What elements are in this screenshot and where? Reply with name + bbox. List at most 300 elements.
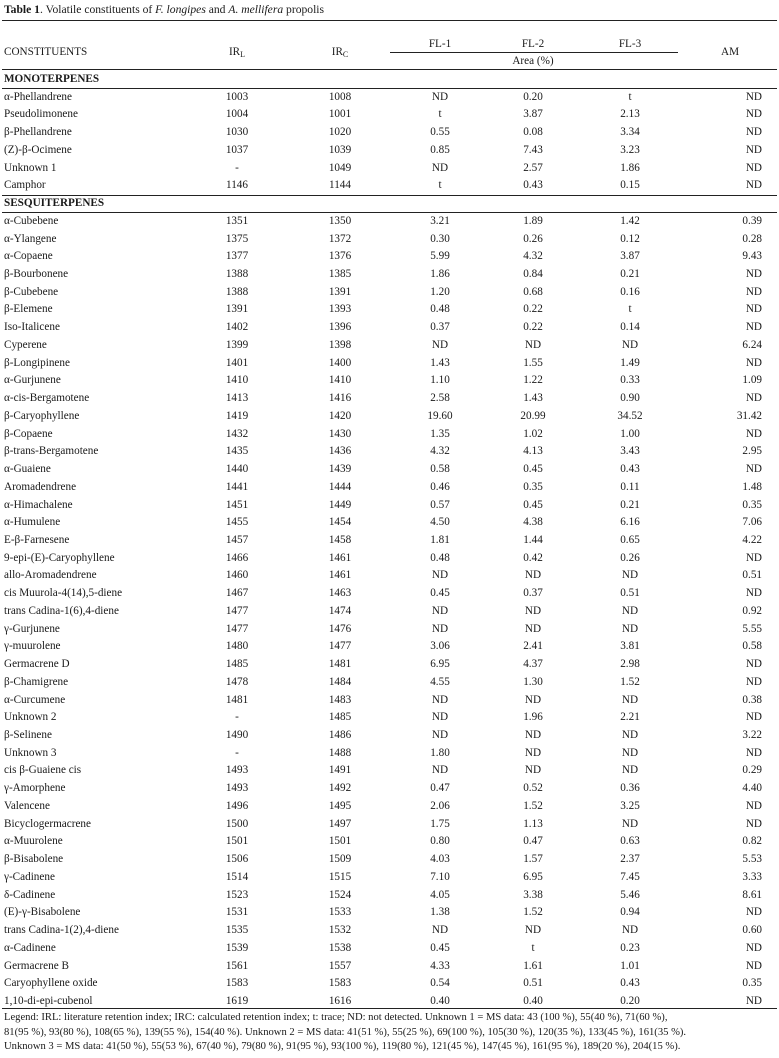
cell-irl: 1391 [225, 303, 249, 316]
cell-fl1: t [438, 108, 442, 121]
constituent-name: trans Cadina-1(2),4-diene [4, 924, 119, 937]
cell-irl: 1419 [225, 409, 249, 422]
constituent-name: α-Copaene [4, 250, 53, 263]
cell-fl3: 2.98 [620, 658, 640, 671]
cell-fl1: 4.32 [430, 445, 450, 458]
cell-irl: 1501 [225, 835, 249, 848]
cell-fl3: ND [621, 338, 639, 351]
cell-irc: 1497 [328, 817, 352, 830]
constituent-name: α-Phellandrene [4, 90, 72, 103]
constituent-name: α-Guaiene [4, 463, 51, 476]
cell-fl1: 0.48 [430, 303, 450, 316]
constituent-name: β-Caryophyllene [4, 409, 80, 422]
constituent-name: α-Muurolene [4, 835, 63, 848]
cell-irl: 1435 [225, 445, 249, 458]
cell-fl1: ND [431, 604, 449, 617]
cell-fl2: ND [524, 604, 542, 617]
constituent-name: β-Chamigrene [4, 675, 69, 688]
cell-fl3: 2.21 [620, 711, 640, 724]
cell-fl1: ND [431, 693, 449, 706]
cell-irc: 1436 [328, 445, 352, 458]
cell-fl2: 0.35 [523, 480, 543, 493]
constituent-name: β-Cubebene [4, 285, 59, 298]
cell-am: ND [745, 321, 762, 334]
cell-irc: 1039 [328, 143, 352, 156]
cell-irl: 1481 [225, 693, 249, 706]
cell-irl: 1466 [225, 551, 249, 564]
cell-fl3: t [628, 303, 632, 316]
cell-irl: 1619 [225, 994, 249, 1007]
cell-fl1: ND [431, 711, 449, 724]
cell-fl2: 0.26 [523, 232, 543, 245]
cell-am: 2.95 [742, 445, 762, 458]
cell-irl: 1410 [225, 374, 249, 387]
constituent-name: Caryophyllene oxide [4, 977, 98, 990]
cell-fl1: 0.40 [430, 994, 450, 1007]
cell-irc: 1376 [328, 250, 352, 263]
cell-am: ND [745, 941, 762, 954]
cell-fl3: ND [621, 746, 639, 759]
header-bottom-rule [2, 69, 777, 70]
cell-fl1: 2.06 [430, 799, 450, 812]
cell-am: 0.39 [742, 214, 762, 227]
cell-am: 0.60 [742, 924, 762, 937]
cell-fl1: ND [431, 161, 449, 174]
legend-line: 81(95 %), 93(80 %), 108(65 %), 139(55 %), 154(40 %). Unknown 2 = MS data: 41(51 %), 55(25 %), 69(100 %), 105(30 %), 120(35 %), 133(45 %), 161(35 %). [4, 1026, 687, 1038]
constituent-name: α-Cadinene [4, 941, 56, 954]
cell-irl: 1375 [225, 232, 249, 245]
cell-am: ND [745, 126, 762, 139]
cell-irc: 1491 [328, 764, 352, 777]
cell-am: ND [745, 711, 762, 724]
cell-fl2: 2.41 [523, 640, 543, 653]
cell-irl: 1351 [225, 214, 249, 227]
cell-irl: 1440 [225, 463, 249, 476]
cell-fl3: 3.25 [620, 799, 640, 812]
cell-am: 0.35 [742, 498, 762, 511]
cell-fl3: 1.00 [620, 427, 640, 440]
cell-fl2: 0.84 [523, 268, 543, 281]
cell-irc: 1463 [328, 587, 352, 600]
cell-irc: 1481 [328, 658, 352, 671]
cell-irl: 1388 [225, 268, 249, 281]
cell-am: ND [745, 143, 762, 156]
cell-fl1: 0.45 [430, 941, 450, 954]
cell-fl3: 5.46 [620, 888, 640, 901]
cell-irc: 1396 [328, 321, 352, 334]
cell-fl2: 2.57 [523, 161, 543, 174]
cell-am: 9.43 [742, 250, 762, 263]
cell-irl: 1506 [225, 853, 249, 866]
cell-fl2: 0.68 [523, 285, 543, 298]
cell-fl2: 1.55 [523, 356, 543, 369]
cell-irc: 1515 [328, 870, 352, 883]
cell-irl: 1490 [225, 729, 249, 741]
cell-fl1: 0.57 [430, 498, 450, 511]
cell-irc: 1509 [328, 853, 352, 866]
cell-am: ND [745, 906, 762, 919]
cell-fl1: 0.30 [430, 232, 450, 245]
cell-fl2: 1.13 [523, 817, 543, 830]
cell-irl: 1402 [225, 321, 249, 334]
cell-fl3: 0.12 [620, 232, 640, 245]
cell-irl: 1401 [225, 356, 249, 369]
cell-fl3: ND [621, 693, 639, 706]
cell-fl3: 3.81 [620, 640, 640, 653]
cell-irc: 1420 [328, 409, 352, 422]
cell-am: 0.29 [742, 764, 762, 777]
cell-fl2: 0.22 [523, 303, 543, 316]
constituent-name: γ-Gurjunene [4, 622, 60, 635]
cell-fl2: 3.38 [523, 888, 543, 901]
cell-fl2: 20.99 [520, 409, 546, 422]
cell-am: 31.42 [736, 409, 762, 422]
cell-fl1: 4.55 [430, 675, 450, 688]
cell-irl: 1493 [225, 764, 249, 777]
cell-irl: 1451 [225, 498, 249, 511]
species-name: F. longipes [155, 3, 206, 16]
cell-am: ND [745, 675, 762, 688]
constituent-name: β-Elemene [4, 303, 53, 316]
cell-am: 5.53 [742, 853, 762, 866]
cell-fl2: 1.44 [523, 533, 543, 546]
constituent-name: γ-muurolene [4, 640, 61, 653]
cell-fl1: 19.60 [427, 409, 453, 422]
cell-fl3: 0.43 [620, 977, 640, 990]
cell-fl2: 0.20 [523, 90, 543, 103]
cell-fl2: ND [524, 622, 542, 635]
cell-fl1: 1.80 [430, 746, 450, 759]
constituent-name: α-cis-Bergamotene [4, 392, 90, 405]
cell-am: 3.33 [742, 870, 762, 883]
cell-am: 8.61 [742, 888, 762, 901]
constituent-name: δ-Cadinene [4, 888, 56, 901]
cell-fl2: 1.43 [523, 392, 543, 405]
cell-am: ND [745, 799, 762, 812]
cell-fl2: 4.37 [523, 658, 543, 671]
cell-irc: 1461 [328, 551, 352, 564]
cell-fl3: 0.94 [620, 906, 640, 919]
cell-fl1: ND [431, 569, 449, 582]
cell-fl1: 4.50 [430, 516, 450, 529]
cell-am: 0.82 [742, 835, 762, 848]
cell-fl2: ND [524, 924, 542, 937]
cell-irc: 1533 [328, 906, 352, 919]
cell-irl: 1477 [225, 622, 249, 635]
constituent-name: β-Longipinene [4, 356, 70, 369]
constituent-name: trans Cadina-1(6),4-diene [4, 604, 119, 617]
cell-irc: 1001 [328, 108, 352, 121]
cell-fl1: 4.05 [430, 888, 450, 901]
cell-fl1: ND [431, 90, 449, 103]
cell-irl: - [235, 746, 239, 759]
cell-am: ND [745, 463, 762, 476]
caption-text: propolis [283, 3, 325, 16]
constituent-name: cis Muurola-4(14),5-diene [4, 587, 123, 600]
cell-am: 4.22 [742, 533, 762, 546]
header-fl2: FL-2 [521, 38, 545, 50]
cell-fl2: 0.42 [523, 551, 543, 564]
section-heading: SESQUITERPENES [4, 197, 105, 210]
cell-fl1: 1.43 [430, 356, 450, 369]
cell-fl2: 4.32 [523, 250, 543, 263]
cell-fl1: 1.81 [430, 533, 450, 546]
cell-irc: 1458 [328, 533, 352, 546]
cell-fl3: ND [621, 924, 639, 937]
cell-fl3: 0.36 [620, 782, 640, 795]
caption-text: . Volatile constituents of [39, 3, 156, 16]
cell-irl: 1003 [225, 90, 249, 103]
cell-fl2: t [531, 941, 535, 954]
constituent-name: Valencene [4, 799, 50, 812]
species-name: A. mellifera [228, 3, 284, 16]
constituent-name: Bicyclogermacrene [4, 817, 91, 830]
header-irl-sub: L [240, 50, 246, 59]
cell-irc: 1430 [328, 427, 352, 440]
cell-fl2: ND [524, 338, 542, 351]
cell-am: ND [745, 285, 762, 298]
constituent-name: α-Ylangene [4, 232, 57, 245]
cell-fl3: ND [621, 729, 639, 741]
cell-fl3: 1.52 [620, 675, 640, 688]
cell-am: ND [745, 268, 762, 281]
cell-fl2: 6.95 [523, 870, 543, 883]
cell-fl3: 0.51 [620, 587, 640, 600]
cell-am: ND [745, 108, 762, 121]
cell-fl3: 3.87 [620, 250, 640, 263]
cell-fl2: ND [524, 764, 542, 777]
cell-fl2: 0.40 [523, 994, 543, 1007]
cell-fl2: 0.52 [523, 782, 543, 795]
cell-irc: 1484 [328, 675, 352, 688]
cell-am: 0.38 [742, 693, 762, 706]
cell-fl1: 0.45 [430, 587, 450, 600]
constituent-name: 1,10-di-epi-cubenol [4, 994, 93, 1007]
cell-fl2: 1.61 [523, 959, 543, 972]
cell-irc: 1524 [328, 888, 352, 901]
constituent-name: Germacrene D [4, 658, 70, 671]
constituent-name: α-Cubebene [4, 214, 59, 227]
cell-irl: 1539 [225, 941, 249, 954]
cell-am: 0.28 [742, 232, 762, 245]
cell-fl2: 1.89 [523, 214, 543, 227]
cell-fl3: 0.14 [620, 321, 640, 334]
cell-fl2: 0.45 [523, 498, 543, 511]
cell-irc: 1049 [328, 161, 352, 174]
cell-fl2: ND [524, 729, 542, 741]
section-heading: MONOTERPENES [4, 73, 100, 85]
cell-fl3: 3.23 [620, 143, 640, 156]
cell-irc: 1391 [328, 285, 352, 298]
cell-irc: 1538 [328, 941, 352, 954]
cell-irl: 1457 [225, 533, 249, 546]
cell-fl1: 0.80 [430, 835, 450, 848]
cell-irc: 1020 [328, 126, 352, 139]
cell-fl2: 1.22 [523, 374, 543, 387]
cell-fl1: ND [431, 622, 449, 635]
cell-irl: 1388 [225, 285, 249, 298]
constituent-name: β-Selinene [4, 729, 52, 741]
cell-irl: 1500 [225, 817, 249, 830]
cell-fl3: 0.15 [620, 179, 640, 192]
caption-text: and [205, 3, 229, 16]
cell-irl: 1455 [225, 516, 249, 529]
constituent-name: Unknown 2 [4, 711, 57, 724]
section-rule [2, 195, 777, 196]
cell-am: ND [745, 746, 762, 759]
cell-fl2: 0.43 [523, 179, 543, 192]
constituent-name: γ-Amorphene [4, 782, 66, 795]
cell-irl: 1493 [225, 782, 249, 795]
cell-fl3: 0.21 [620, 498, 640, 511]
cell-am: ND [745, 392, 762, 405]
cell-am: ND [745, 817, 762, 830]
constituent-name: Germacrene B [4, 959, 69, 972]
cell-am: ND [745, 551, 762, 564]
constituent-name: β-Phellandrene [4, 126, 72, 139]
cell-irc: 1461 [328, 569, 352, 582]
cell-fl2: 0.45 [523, 463, 543, 476]
constituent-name: cis β-Guaiene cis [4, 764, 82, 777]
cell-fl3: 34.52 [617, 409, 643, 422]
cell-fl1: 5.99 [430, 250, 450, 263]
cell-irl: 1030 [225, 126, 249, 139]
cell-fl2: 4.38 [523, 516, 543, 529]
cell-irc: 1398 [328, 338, 352, 351]
cell-fl1: 0.48 [430, 551, 450, 564]
constituent-name: α-Curcumene [4, 693, 66, 706]
cell-irl: 1004 [225, 108, 249, 121]
cell-irl: 1037 [225, 143, 249, 156]
cell-irc: 1616 [328, 994, 352, 1007]
cell-fl3: 3.34 [620, 126, 640, 139]
cell-fl3: 6.16 [620, 516, 640, 529]
cell-fl2: 0.51 [523, 977, 543, 990]
cell-fl2: 1.57 [523, 853, 543, 866]
cell-irc: 1495 [328, 799, 352, 812]
cell-fl1: 0.37 [430, 321, 450, 334]
cell-irl: 1146 [226, 179, 248, 192]
cell-fl3: 0.23 [620, 941, 640, 954]
cell-irl: 1467 [225, 587, 249, 600]
cell-fl2: 0.08 [523, 126, 543, 139]
cell-irc: 1501 [328, 835, 352, 848]
cell-am: ND [745, 587, 762, 600]
cell-am: 1.09 [742, 374, 762, 387]
cell-am: 3.22 [742, 729, 762, 741]
cell-irl: 1477 [225, 604, 249, 617]
constituent-name: Iso-Italicene [4, 321, 60, 334]
cell-am: 0.92 [742, 604, 762, 617]
cell-fl1: 1.20 [430, 285, 450, 298]
cell-irc: 1372 [328, 232, 352, 245]
cell-fl2: ND [524, 569, 542, 582]
cell-fl1: 3.21 [430, 214, 450, 227]
cell-fl3: ND [621, 604, 639, 617]
cell-irl: 1485 [225, 658, 249, 671]
cell-irl: 1514 [225, 870, 249, 883]
cell-fl1: 3.06 [430, 640, 450, 653]
cell-fl3: 0.90 [620, 392, 640, 405]
constituent-name: β-Bourbonene [4, 268, 69, 281]
header-area: Area (%) [512, 55, 554, 67]
table-legend [4, 1011, 775, 1055]
cell-irl: 1523 [225, 888, 249, 901]
cell-fl3: 0.16 [620, 285, 640, 298]
cell-fl1: 0.55 [430, 126, 450, 139]
cell-fl3: 1.86 [620, 161, 640, 174]
cell-fl1: 7.10 [430, 870, 450, 883]
cell-irl: 1478 [225, 675, 249, 688]
cell-irc: 1144 [329, 179, 351, 192]
constituent-name: (Z)-β-Ocimene [4, 143, 72, 156]
cell-irl: 1377 [225, 250, 249, 263]
cell-fl2: 0.22 [523, 321, 543, 334]
cell-irc: 1488 [328, 746, 352, 759]
cell-irc: 1583 [328, 977, 352, 990]
cell-fl3: 0.11 [620, 480, 640, 493]
cell-am: ND [745, 427, 762, 440]
cell-am: 0.35 [742, 977, 762, 990]
cell-irc: 1449 [328, 498, 352, 511]
cell-fl1: 4.03 [430, 853, 450, 866]
cell-am: ND [745, 356, 762, 369]
cell-irc: 1008 [328, 90, 352, 103]
cell-fl1: ND [431, 338, 449, 351]
cell-fl3: 0.26 [620, 551, 640, 564]
cell-irc: 1492 [328, 782, 352, 795]
cell-irc: 1454 [328, 516, 352, 529]
cell-irl: 1496 [225, 799, 249, 812]
header-constituents: CONSTITUENTS [4, 46, 88, 58]
cell-fl2: 1.52 [523, 906, 543, 919]
cell-fl3: 7.45 [620, 870, 640, 883]
cell-irl: 1432 [225, 427, 249, 440]
legend-line: Legend: IRL: literature retention index; IRC: calculated retention index; t: trace; ND: not detected. Unknown 1 = MS data: 43 (100 %), 55(40 %), 71(60 %), [4, 1012, 668, 1023]
constituent-name: Unknown 1 [4, 161, 57, 174]
cell-am: ND [745, 658, 762, 671]
cell-fl3: t [628, 90, 632, 103]
cell-am: 0.58 [742, 640, 762, 653]
cell-fl3: 0.33 [620, 374, 640, 387]
area-header-rule [390, 52, 678, 53]
table-caption [4, 3, 324, 17]
cell-fl1: 0.47 [430, 782, 450, 795]
cell-fl3: 0.65 [620, 533, 640, 546]
cell-fl3: 1.42 [620, 214, 640, 227]
cell-irl: 1535 [225, 924, 249, 937]
cell-fl1: 1.75 [430, 817, 450, 830]
cell-am: ND [745, 90, 762, 103]
cell-fl3: 2.37 [620, 853, 640, 866]
cell-irc: 1439 [328, 463, 352, 476]
cell-irl: - [235, 711, 239, 724]
header-fl1: FL-1 [428, 38, 452, 50]
cell-am: 0.51 [742, 569, 762, 582]
cell-am: ND [745, 994, 762, 1007]
cell-am: ND [745, 179, 762, 192]
cell-fl2: 0.37 [523, 587, 543, 600]
cell-fl3: ND [621, 622, 639, 635]
cell-irc: 1476 [328, 622, 352, 635]
header-irc-base: IR [331, 46, 343, 58]
constituent-name: γ-Cadinene [4, 870, 55, 883]
cell-fl2: 4.13 [523, 445, 543, 458]
cell-fl1: t [438, 179, 442, 192]
cell-am: ND [745, 303, 762, 316]
cell-fl2: 0.47 [523, 835, 543, 848]
cell-irc: 1350 [328, 214, 352, 227]
